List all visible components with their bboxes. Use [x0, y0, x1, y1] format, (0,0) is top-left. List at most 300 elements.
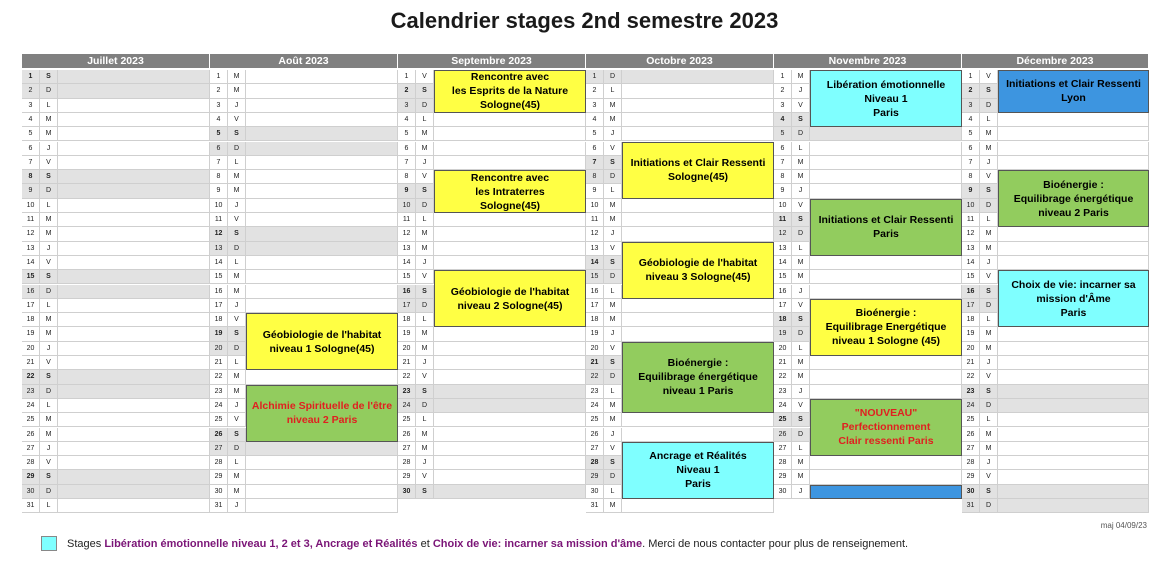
day-slot [58, 242, 210, 256]
day-letter: S [40, 270, 58, 284]
day-number: 12 [586, 227, 604, 241]
event-text-line: niveau 2 Paris [286, 414, 358, 427]
day-letter: V [980, 370, 998, 384]
day-number: 12 [398, 227, 416, 241]
day-letter: M [792, 170, 810, 184]
event-text-line: Géobiologie de l'habitat [450, 285, 570, 298]
day-letter: M [40, 127, 58, 141]
day-number: 3 [398, 99, 416, 113]
day-number: 11 [22, 213, 40, 227]
day-number: 28 [210, 456, 228, 470]
day-number: 6 [210, 142, 228, 156]
last-updated-label: maj 04/09/23 [1100, 521, 1147, 530]
day-number: 21 [210, 356, 228, 370]
day-number: 14 [962, 256, 980, 270]
day-number: 23 [398, 385, 416, 399]
event-text-line: les Intraterres [475, 185, 545, 198]
day-letter: V [40, 456, 58, 470]
event-text-line: niveau 1 Sologne(45) [269, 342, 375, 355]
day-number: 3 [774, 99, 792, 113]
day-letter: S [40, 370, 58, 384]
day-number: 23 [586, 385, 604, 399]
day-number: 1 [774, 70, 792, 84]
day-number: 17 [22, 299, 40, 313]
event-text-line: Niveau 1 [864, 92, 908, 105]
day-letter: V [228, 213, 246, 227]
event-text-line: Perfectionnement [841, 421, 931, 434]
day-number: 10 [210, 199, 228, 213]
month-header: Juillet 2023 [22, 54, 209, 68]
day-number: 14 [210, 256, 228, 270]
day-letter: D [604, 270, 622, 284]
legend-and: et [420, 537, 430, 550]
day-letter: M [40, 213, 58, 227]
day-letter: M [792, 256, 810, 270]
day-letter: S [980, 485, 998, 499]
day-letter: V [792, 399, 810, 413]
day-number: 29 [774, 470, 792, 484]
day-slot [434, 342, 586, 356]
day-letter: D [40, 485, 58, 499]
day-slot [998, 413, 1149, 427]
day-slot [998, 399, 1149, 413]
day-letter: L [228, 356, 246, 370]
day-letter: D [792, 428, 810, 442]
day-number: 11 [774, 213, 792, 227]
day-letter: M [228, 184, 246, 198]
day-letter: S [980, 285, 998, 299]
day-number: 9 [774, 184, 792, 198]
day-letter: S [40, 470, 58, 484]
day-letter: S [980, 184, 998, 198]
day-letter: L [604, 184, 622, 198]
legend-stages-2: Choix de vie: incarner sa mission d'âme [432, 537, 643, 550]
day-number: 12 [774, 227, 792, 241]
day-slot [246, 199, 398, 213]
day-letter: M [604, 99, 622, 113]
day-letter: S [416, 84, 434, 98]
day-letter: V [228, 113, 246, 127]
day-slot [434, 227, 586, 241]
day-letter: S [40, 170, 58, 184]
day-letter: L [980, 413, 998, 427]
day-letter: S [604, 456, 622, 470]
event-text-line: Bioénergie : [667, 357, 729, 370]
day-letter: S [40, 70, 58, 84]
day-letter: M [40, 327, 58, 341]
event-text-line: Sologne(45) [479, 99, 541, 112]
day-slot [998, 142, 1149, 156]
day-slot [246, 99, 398, 113]
day-letter: S [604, 356, 622, 370]
day-letter: V [792, 99, 810, 113]
day-letter: M [416, 227, 434, 241]
event-text-line: Sologne(45) [667, 171, 729, 184]
day-number: 26 [210, 428, 228, 442]
day-slot [998, 327, 1149, 341]
event-block[interactable] [998, 70, 1149, 113]
day-letter: J [792, 285, 810, 299]
event-block[interactable] [810, 199, 962, 256]
day-number: 24 [398, 399, 416, 413]
day-slot [622, 113, 774, 127]
day-letter: M [416, 442, 434, 456]
day-letter: V [980, 270, 998, 284]
day-letter: M [604, 299, 622, 313]
day-number: 5 [398, 127, 416, 141]
day-slot [58, 285, 210, 299]
day-number: 28 [962, 456, 980, 470]
day-letter: S [416, 485, 434, 499]
day-slot [622, 499, 774, 513]
day-letter: M [792, 156, 810, 170]
day-number: 19 [398, 327, 416, 341]
day-letter: S [416, 184, 434, 198]
day-letter: M [980, 342, 998, 356]
day-letter: V [604, 342, 622, 356]
event-text-line: Bioénergie : [1043, 178, 1104, 191]
day-letter: L [40, 399, 58, 413]
day-number: 25 [398, 413, 416, 427]
day-letter: L [228, 156, 246, 170]
day-number: 16 [962, 285, 980, 299]
day-slot [58, 485, 210, 499]
day-number: 14 [586, 256, 604, 270]
day-slot [246, 256, 398, 270]
day-letter: J [228, 99, 246, 113]
day-letter: M [980, 127, 998, 141]
day-number: 2 [774, 84, 792, 98]
day-number: 1 [398, 70, 416, 84]
day-letter: S [604, 256, 622, 270]
day-slot [58, 113, 210, 127]
day-slot [58, 142, 210, 156]
day-number: 7 [774, 156, 792, 170]
day-slot [246, 456, 398, 470]
day-slot [246, 227, 398, 241]
day-number: 27 [398, 442, 416, 456]
day-number: 27 [774, 442, 792, 456]
day-number: 4 [962, 113, 980, 127]
event-block[interactable] [434, 70, 586, 113]
day-number: 10 [22, 199, 40, 213]
day-number: 13 [210, 242, 228, 256]
day-letter: D [604, 470, 622, 484]
day-number: 16 [774, 285, 792, 299]
day-letter: S [228, 127, 246, 141]
day-number: 29 [210, 470, 228, 484]
day-number: 21 [586, 356, 604, 370]
day-slot [810, 285, 962, 299]
day-number: 14 [398, 256, 416, 270]
day-number: 8 [962, 170, 980, 184]
day-number: 24 [774, 399, 792, 413]
day-slot [998, 342, 1149, 356]
day-slot [434, 456, 586, 470]
day-number: 9 [22, 184, 40, 198]
day-number: 6 [586, 142, 604, 156]
day-slot [810, 270, 962, 284]
event-block[interactable] [246, 313, 398, 370]
day-number: 19 [22, 327, 40, 341]
day-number: 17 [586, 299, 604, 313]
day-slot [58, 313, 210, 327]
day-slot [810, 385, 962, 399]
day-number: 23 [210, 385, 228, 399]
day-slot [434, 127, 586, 141]
day-number: 6 [22, 142, 40, 156]
day-number: 27 [22, 442, 40, 456]
day-letter: V [40, 156, 58, 170]
day-letter: V [604, 442, 622, 456]
day-number: 28 [22, 456, 40, 470]
day-number: 3 [962, 99, 980, 113]
day-number: 21 [962, 356, 980, 370]
day-letter: J [40, 242, 58, 256]
day-slot [434, 213, 586, 227]
event-text-line: Initiations et Clair Ressenti [630, 157, 766, 170]
event-text-line: Rencontre avec [470, 71, 550, 84]
day-slot [810, 356, 962, 370]
event-block[interactable] [622, 442, 774, 499]
day-letter: L [980, 213, 998, 227]
day-letter: M [792, 356, 810, 370]
day-letter: D [980, 499, 998, 513]
day-number: 12 [210, 227, 228, 241]
day-number: 13 [962, 242, 980, 256]
day-letter: V [980, 70, 998, 84]
day-letter: L [40, 499, 58, 513]
day-slot [246, 156, 398, 170]
day-number: 18 [774, 313, 792, 327]
event-block[interactable] [246, 385, 398, 442]
day-slot [622, 227, 774, 241]
day-letter: M [980, 242, 998, 256]
day-number: 13 [586, 242, 604, 256]
event-block[interactable] [622, 342, 774, 414]
day-letter: D [980, 399, 998, 413]
day-slot [434, 356, 586, 370]
day-letter: D [980, 99, 998, 113]
day-slot [58, 213, 210, 227]
day-slot [434, 428, 586, 442]
day-letter: L [980, 113, 998, 127]
event-block[interactable] [810, 299, 962, 356]
event-text-line: les Esprits de la Nature [451, 85, 569, 98]
day-number: 4 [210, 113, 228, 127]
day-letter: M [980, 428, 998, 442]
day-slot [810, 184, 962, 198]
day-letter: J [604, 428, 622, 442]
event-block[interactable] [622, 242, 774, 299]
day-letter: M [604, 413, 622, 427]
day-number: 23 [962, 385, 980, 399]
day-slot [998, 256, 1149, 270]
day-number: 15 [398, 270, 416, 284]
day-slot [58, 299, 210, 313]
day-number: 13 [774, 242, 792, 256]
day-letter: M [604, 313, 622, 327]
day-slot [998, 428, 1149, 442]
day-slot [434, 256, 586, 270]
day-slot [998, 227, 1149, 241]
day-letter: M [228, 70, 246, 84]
day-number: 26 [22, 428, 40, 442]
event-text-line: Ancrage et Réalités [649, 450, 747, 463]
event-text-line: niveau 1 Paris [662, 385, 734, 398]
event-block[interactable] [810, 70, 962, 127]
day-letter: D [604, 370, 622, 384]
day-letter: M [416, 327, 434, 341]
day-number: 15 [586, 270, 604, 284]
day-letter: D [416, 199, 434, 213]
day-slot [622, 127, 774, 141]
event-text-line: Bioénergie : [855, 307, 917, 320]
day-number: 25 [22, 413, 40, 427]
day-slot [58, 170, 210, 184]
day-number: 15 [210, 270, 228, 284]
day-number: 23 [774, 385, 792, 399]
day-number: 30 [22, 485, 40, 499]
day-slot [246, 470, 398, 484]
day-slot [998, 242, 1149, 256]
day-slot [246, 170, 398, 184]
event-text-line: Equilibrage énergétique [1013, 192, 1134, 205]
day-letter: M [416, 242, 434, 256]
day-number: 6 [398, 142, 416, 156]
day-number: 27 [586, 442, 604, 456]
day-slot [58, 370, 210, 384]
legend-suffix: . Merci de nous contacter pour plus de renseignement. [642, 537, 909, 550]
event-block[interactable] [998, 270, 1149, 327]
day-letter: M [792, 270, 810, 284]
day-number: 22 [774, 370, 792, 384]
event-block[interactable] [998, 170, 1149, 227]
day-number: 20 [22, 342, 40, 356]
day-number: 3 [22, 99, 40, 113]
day-number: 31 [962, 499, 980, 513]
day-slot [622, 70, 774, 84]
day-number: 17 [210, 299, 228, 313]
day-number: 14 [774, 256, 792, 270]
day-slot [622, 313, 774, 327]
day-letter: V [228, 313, 246, 327]
day-letter: L [416, 413, 434, 427]
day-slot [810, 456, 962, 470]
day-number: 7 [398, 156, 416, 170]
day-number: 3 [586, 99, 604, 113]
day-number: 6 [774, 142, 792, 156]
day-letter: M [980, 142, 998, 156]
day-slot [622, 213, 774, 227]
day-letter: M [228, 470, 246, 484]
day-letter: L [980, 313, 998, 327]
day-number: 2 [210, 84, 228, 98]
event-block[interactable] [622, 142, 774, 199]
day-number: 1 [962, 70, 980, 84]
day-slot [58, 184, 210, 198]
day-letter: L [416, 113, 434, 127]
event-block[interactable] [810, 399, 962, 456]
month-header: Août 2023 [210, 54, 397, 68]
day-number: 22 [398, 370, 416, 384]
event-block[interactable] [810, 485, 962, 499]
day-slot [246, 299, 398, 313]
event-block[interactable] [434, 270, 586, 327]
day-letter: D [40, 285, 58, 299]
day-letter: J [792, 84, 810, 98]
day-letter: J [40, 342, 58, 356]
day-letter: J [792, 385, 810, 399]
day-slot [810, 142, 962, 156]
day-number: 12 [22, 227, 40, 241]
day-letter: M [980, 327, 998, 341]
day-number: 19 [962, 327, 980, 341]
event-text-line: Paris [873, 106, 899, 119]
day-slot [434, 485, 586, 499]
day-slot [998, 113, 1149, 127]
day-number: 8 [22, 170, 40, 184]
day-slot [810, 170, 962, 184]
day-slot [58, 442, 210, 456]
day-number: 30 [586, 485, 604, 499]
day-number: 1 [210, 70, 228, 84]
day-slot [246, 142, 398, 156]
day-slot [58, 428, 210, 442]
day-slot [810, 256, 962, 270]
day-letter: L [604, 84, 622, 98]
day-number: 21 [774, 356, 792, 370]
day-letter: L [416, 213, 434, 227]
day-number: 16 [210, 285, 228, 299]
day-letter: J [416, 456, 434, 470]
day-number: 27 [210, 442, 228, 456]
day-slot [58, 270, 210, 284]
day-letter: M [416, 342, 434, 356]
day-number: 20 [398, 342, 416, 356]
page-title: Calendrier stages 2nd semestre 2023 [390, 8, 779, 33]
day-number: 22 [586, 370, 604, 384]
day-letter: V [40, 356, 58, 370]
day-slot [58, 127, 210, 141]
day-letter: M [792, 370, 810, 384]
day-slot [434, 327, 586, 341]
event-text-line: Paris [1060, 306, 1087, 319]
day-number: 7 [22, 156, 40, 170]
event-text-line: Sologne(45) [479, 199, 541, 212]
day-slot [246, 285, 398, 299]
day-slot [434, 113, 586, 127]
day-number: 10 [398, 199, 416, 213]
day-letter: J [228, 499, 246, 513]
day-letter: S [792, 313, 810, 327]
day-number: 9 [398, 184, 416, 198]
day-letter: D [228, 342, 246, 356]
day-number: 10 [962, 199, 980, 213]
day-slot [622, 84, 774, 98]
day-slot [246, 213, 398, 227]
day-number: 2 [962, 84, 980, 98]
day-letter: J [980, 256, 998, 270]
event-block[interactable] [434, 170, 586, 213]
day-letter: J [416, 156, 434, 170]
day-slot [434, 413, 586, 427]
day-number: 19 [586, 327, 604, 341]
day-letter: J [604, 227, 622, 241]
day-number: 18 [398, 313, 416, 327]
day-slot [58, 385, 210, 399]
day-letter: D [228, 442, 246, 456]
